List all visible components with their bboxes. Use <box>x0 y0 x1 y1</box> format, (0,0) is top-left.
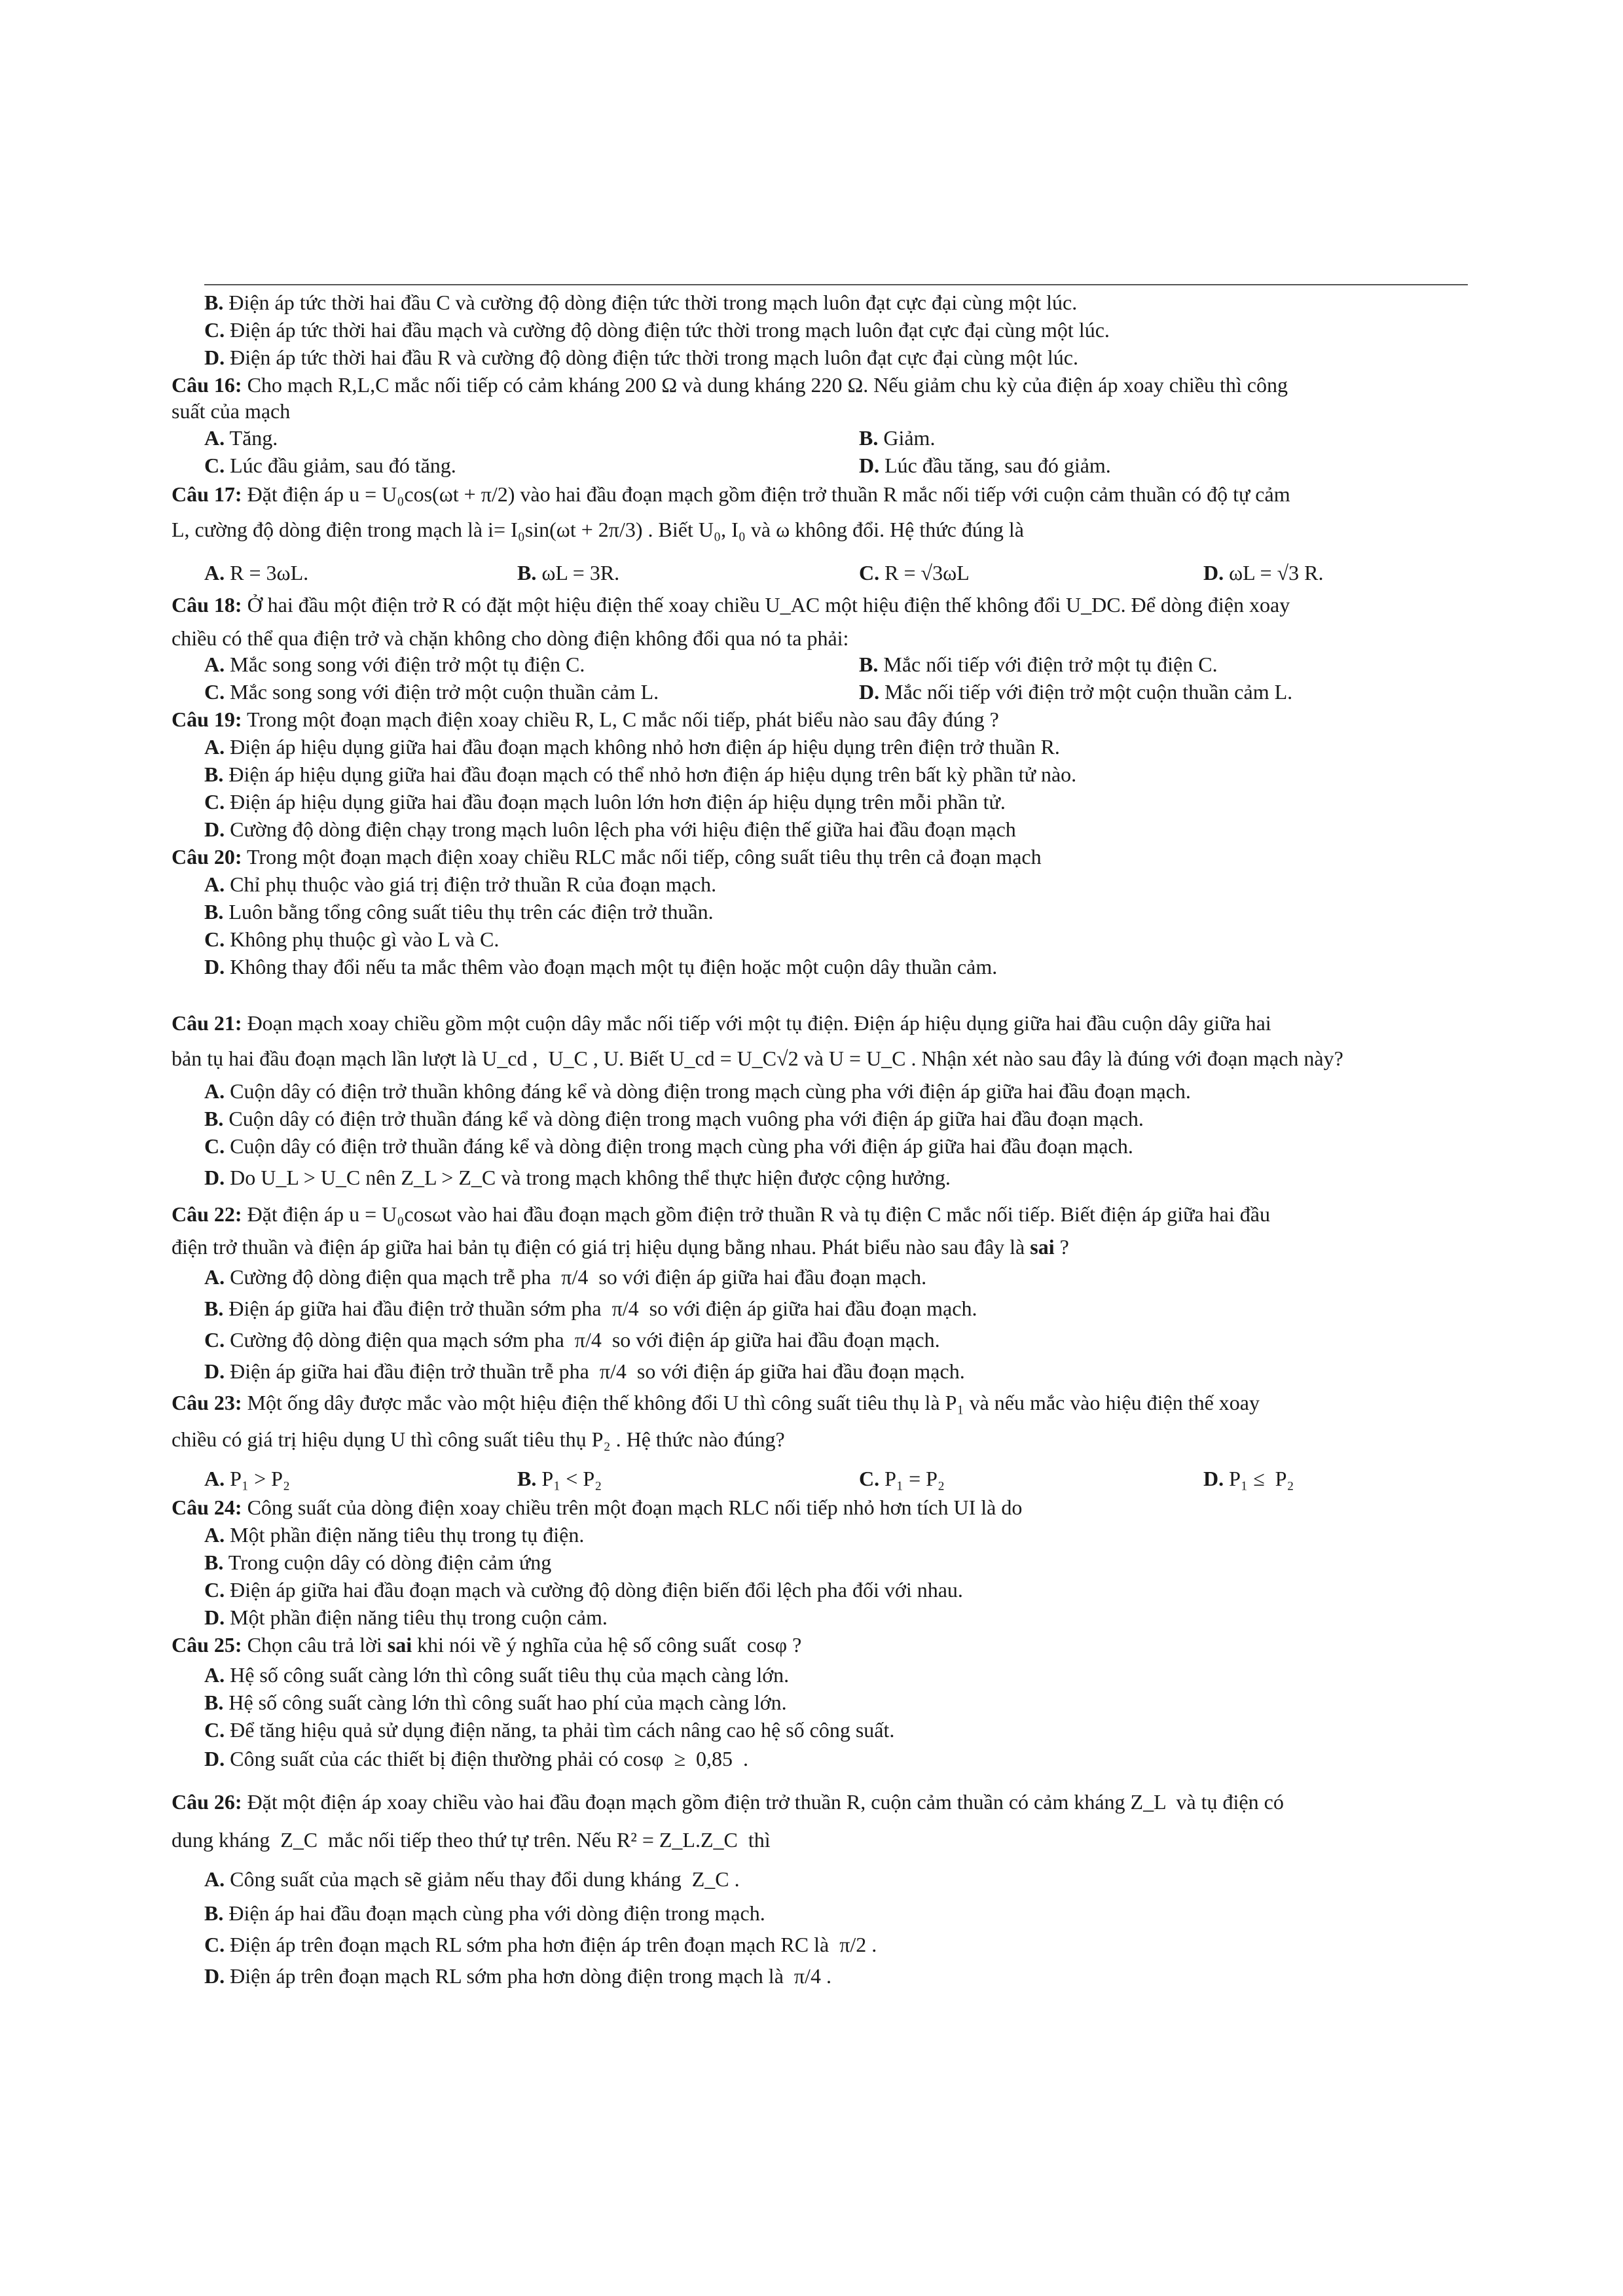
q24-option-a: A. Một phần điện năng tiêu thụ trong tụ điện. <box>204 1523 585 1547</box>
q23-option-c: C. P₁ = P₂ <box>859 1467 945 1490</box>
q21-option-b: B. Cuộn dây có điện trở thuần đáng kể và dòng điện trong mạch vuông pha với điện áp giữa hai đầu đoạn mạch. <box>204 1107 1144 1130</box>
q24-option-c: C. Điện áp giữa hai đầu đoạn mạch và cường độ dòng điện biến đổi lệch pha đối với nhau. <box>204 1578 963 1602</box>
q15-option-d: D. Điện áp tức thời hai đầu R và cường độ dòng điện tức thời trong mạch luôn đạt cực đại cùng một lúc. <box>204 346 1078 369</box>
q24-option-b: B. Trong cuộn dây có dòng điện cảm ứng <box>204 1551 552 1574</box>
q16-option-d: D. Lúc đầu tăng, sau đó giảm. <box>859 454 1111 477</box>
q18-option-a: A. Mắc song song với điện trở một tụ điện C. <box>204 653 585 676</box>
q16-option-a: A. Tăng. <box>204 426 278 450</box>
q22-stem: Câu 22: Đặt điện áp u = U₀cosωt vào hai đầu đoạn mạch gồm điện trở thuần R và tụ điện C mắc nối tiếp. Biết điện áp giữa hai đầu <box>172 1202 1270 1226</box>
q26-option-d: D. Điện áp trên đoạn mạch RL sớm pha hơn dòng điện trong mạch là π/4 . <box>204 1964 831 1988</box>
q21-stem-cont: bản tụ hai đầu đoạn mạch lần lượt là U_cd , U_C , U. Biết U_cd = U_C√2 và U = U_C . Nhận xét nào sau đây là đúng với đoạn mạch này? <box>172 1047 1343 1070</box>
q20-option-a: A. Chỉ phụ thuộc vào giá trị điện trở thuần R của đoạn mạch. <box>204 872 717 896</box>
q22-stem-cont: điện trở thuần và điện áp giữa hai bản tụ điện có giá trị hiệu dụng bằng nhau. Phát biểu nào sau đây là sai ? <box>172 1235 1069 1259</box>
q20-stem: Câu 20: Trong một đoạn mạch điện xoay chiều RLC mắc nối tiếp, công suất tiêu thụ trên cả đoạn mạch <box>172 845 1042 869</box>
q25-option-b: B. Hệ số công suất càng lớn thì công suất hao phí của mạch càng lớn. <box>204 1691 787 1714</box>
q21-option-a: A. Cuộn dây có điện trở thuần không đáng kể và dòng điện trong mạch cùng pha với điện áp giữa hai đầu đoạn mạch. <box>204 1079 1191 1103</box>
q17-option-d: D. ωL = √3 R. <box>1203 561 1324 584</box>
q16-stem-cont: suất của mạch <box>172 399 291 423</box>
q17-option-a: A. R = 3ωL. <box>204 561 309 584</box>
q19-option-a: A. Điện áp hiệu dụng giữa hai đầu đoạn mạch không nhỏ hơn điện áp hiệu dụng trên điện trở thuần R. <box>204 735 1060 759</box>
q25-option-c: C. Để tăng hiệu quả sử dụng điện năng, ta phải tìm cách nâng cao hệ số công suất. <box>204 1718 895 1742</box>
q22-option-c: C. Cường độ dòng điện qua mạch sớm pha π/4 so với điện áp giữa hai đầu đoạn mạch. <box>204 1328 940 1352</box>
q19-option-d: D. Cường độ dòng điện chạy trong mạch luôn lệch pha với hiệu điện thế giữa hai đầu đoạn mạch <box>204 817 1016 841</box>
q24-option-d: D. Một phần điện năng tiêu thụ trong cuộn cảm. <box>204 1605 608 1629</box>
q17-option-b: B. ωL = 3R. <box>517 561 620 584</box>
q23-stem: Câu 23: Một ống dây được mắc vào một hiệu điện thế không đổi U thì công suất tiêu thụ là P₁ và nếu mắc vào hiệu điện thế xoay <box>172 1391 1260 1414</box>
q22-option-b: B. Điện áp giữa hai đầu điện trở thuần sớm pha π/4 so với điện áp giữa hai đầu đoạn mạch. <box>204 1297 977 1320</box>
q19-stem: Câu 19: Trong một đoạn mạch điện xoay chiều R, L, C mắc nối tiếp, phát biểu nào sau đây đúng ? <box>172 708 999 731</box>
q26-option-a: A. Công suất của mạch sẽ giảm nếu thay đổi dung kháng Z_C . <box>204 1867 740 1891</box>
q21-stem: Câu 21: Đoạn mạch xoay chiều gồm một cuộn dây mắc nối tiếp với một tụ điện. Điện áp hiệu dụng giữa hai đầu cuộn dây giữa hai <box>172 1011 1271 1035</box>
q20-option-d: D. Không thay đổi nếu ta mắc thêm vào đoạn mạch một tụ điện hoặc một cuộn dây thuần cảm. <box>204 955 998 978</box>
q24-stem: Câu 24: Công suất của dòng điện xoay chiều trên một đoạn mạch RLC nối tiếp nhỏ hơn tích UI là do <box>172 1496 1023 1519</box>
q16-stem: Câu 16: Cho mạch R,L,C mắc nối tiếp có cảm kháng 200 Ω và dung kháng 220 Ω. Nếu giảm chu kỳ của điện áp xoay chiều thì công <box>172 373 1288 397</box>
q17-stem-cont: L, cường độ dòng điện trong mạch là i= I₀sin(ωt + 2π/3) . Biết U₀, I₀ và ω không đổi. Hệ thức đúng là <box>172 518 1024 541</box>
q16-option-b: B. Giảm. <box>859 426 936 450</box>
q19-option-c: C. Điện áp hiệu dụng giữa hai đầu đoạn mạch luôn lớn hơn điện áp hiệu dụng trên mỗi phần tử. <box>204 790 1006 814</box>
q23-option-b: B. P₁ < P₂ <box>517 1467 602 1490</box>
q22-option-a: A. Cường độ dòng điện qua mạch trễ pha π/4 so với điện áp giữa hai đầu đoạn mạch. <box>204 1265 927 1289</box>
q18-option-d: D. Mắc nối tiếp với điện trở một cuộn thuần cảm L. <box>859 680 1293 704</box>
q18-stem-cont: chiều có thể qua điện trở và chặn không cho dòng điện không đổi qua nó ta phải: <box>172 626 849 650</box>
q23-option-a: A. P₁ > P₂ <box>204 1467 291 1490</box>
q23-option-d: D. P₁ ≤ P₂ <box>1203 1467 1294 1490</box>
q17-stem: Câu 17: Đặt điện áp u = U₀cos(ωt + π/2) vào hai đầu đoạn mạch gồm điện trở thuần R mắc nối tiếp với cuộn cảm thuần có độ tự cảm <box>172 482 1290 506</box>
q18-option-c: C. Mắc song song với điện trở một cuộn thuần cảm L. <box>204 680 659 704</box>
q25-option-d: D. Công suất của các thiết bị điện thường phải có cosφ ≥ 0,85 . <box>204 1747 749 1770</box>
q21-option-c: C. Cuộn dây có điện trở thuần đáng kể và dòng điện trong mạch cùng pha với điện áp giữa hai đầu đoạn mạch. <box>204 1134 1133 1158</box>
q16-option-c: C. Lúc đầu giảm, sau đó tăng. <box>204 454 456 477</box>
q26-stem-cont: dung kháng Z_C mắc nối tiếp theo thứ tự trên. Nếu R² = Z_L.Z_C thì <box>172 1828 771 1852</box>
q18-stem: Câu 18: Ở hai đầu một điện trở R có đặt một hiệu điện thế xoay chiều U_AC một hiệu điện thế không đổi U_DC. Để dòng điện xoay <box>172 593 1290 617</box>
q20-option-c: C. Không phụ thuộc gì vào L và C. <box>204 927 500 951</box>
q26-stem: Câu 26: Đặt một điện áp xoay chiều vào hai đầu đoạn mạch gồm điện trở thuần R, cuộn cảm thuần có cảm kháng Z_L và tụ điện có <box>172 1790 1284 1814</box>
q18-option-b: B. Mắc nối tiếp với điện trở một tụ điện C. <box>859 653 1218 676</box>
q17-option-c: C. R = √3ωL <box>859 561 970 584</box>
q25-option-a: A. Hệ số công suất càng lớn thì công suất tiêu thụ của mạch càng lớn. <box>204 1663 790 1687</box>
q19-option-b: B. Điện áp hiệu dụng giữa hai đầu đoạn mạch có thể nhỏ hơn điện áp hiệu dụng trên bất kỳ phần tử nào. <box>204 762 1077 786</box>
q15-option-c: C. Điện áp tức thời hai đầu mạch và cường độ dòng điện tức thời trong mạch luôn đạt cực đại cùng một lúc. <box>204 318 1110 342</box>
q21-option-d: D. Do U_L > U_C nên Z_L > Z_C và trong mạch không thể thực hiện được cộng hưởng. <box>204 1166 951 1189</box>
q25-stem: Câu 25: Chọn câu trả lời sai khi nói về ý nghĩa của hệ số công suất cosφ ? <box>172 1633 802 1657</box>
q22-option-d: D. Điện áp giữa hai đầu điện trở thuần trễ pha π/4 so với điện áp giữa hai đầu đoạn mạch. <box>204 1359 965 1383</box>
q23-stem-cont: chiều có giá trị hiệu dụng U thì công suất tiêu thụ P₂ . Hệ thức nào đúng? <box>172 1427 785 1451</box>
q26-option-c: C. Điện áp trên đoạn mạch RL sớm pha hơn điện áp trên đoạn mạch RC là π/2 . <box>204 1933 877 1956</box>
header-rule <box>204 284 1468 285</box>
q15-option-b: B. Điện áp tức thời hai đầu C và cường độ dòng điện tức thời trong mạch luôn đạt cực đại cùng một lúc. <box>204 291 1078 314</box>
q26-option-b: B. Điện áp hai đầu đoạn mạch cùng pha với dòng điện trong mạch. <box>204 1901 765 1925</box>
q20-option-b: B. Luôn bằng tổng công suất tiêu thụ trên các điện trở thuần. <box>204 900 714 924</box>
